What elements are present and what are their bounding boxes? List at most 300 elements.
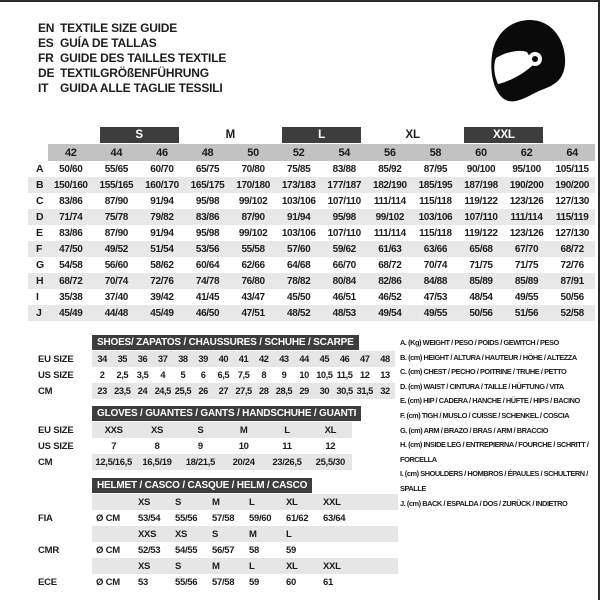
cell-value: 2 bbox=[99, 370, 105, 380]
helmet-size-label: XXL bbox=[323, 496, 341, 508]
unit-label: Ø CM bbox=[96, 544, 121, 556]
size-value: 45/49 bbox=[150, 307, 174, 319]
language-code: IT bbox=[38, 80, 49, 95]
language-code: FR bbox=[38, 50, 54, 65]
cell-value: 48 bbox=[380, 354, 390, 364]
size-value: 58/62 bbox=[150, 259, 174, 271]
helmet-size-value: 55/56 bbox=[175, 512, 198, 524]
size-value: 75/85 bbox=[287, 163, 311, 175]
size-value: 119/122 bbox=[464, 195, 498, 207]
size-value: 66/70 bbox=[332, 259, 356, 271]
cell-value: 10,5 bbox=[316, 370, 333, 380]
size-value: 79/82 bbox=[150, 211, 174, 223]
helmet-size-label: XL bbox=[286, 560, 298, 572]
measurement-row-B bbox=[28, 177, 595, 193]
helmet-size-value: 59/60 bbox=[249, 512, 272, 524]
row-label: US SIZE bbox=[38, 440, 74, 452]
helmet-size-label: XS bbox=[175, 528, 188, 540]
size-letter-badge: L bbox=[282, 127, 361, 143]
size-value: 53/56 bbox=[195, 243, 220, 255]
helmet-size-value: 60 bbox=[286, 576, 296, 588]
numeric-size: 64 bbox=[566, 146, 578, 159]
size-value: 75/78 bbox=[104, 211, 128, 223]
cell-value: 6 bbox=[200, 370, 206, 380]
size-band bbox=[92, 558, 398, 574]
size-value: 74/78 bbox=[195, 275, 220, 287]
cell-value: 20/24 bbox=[232, 456, 255, 468]
size-value: 105/115 bbox=[555, 163, 589, 175]
cell-value: 4 bbox=[160, 370, 166, 380]
size-value: 127/130 bbox=[555, 195, 589, 207]
numeric-size: 46 bbox=[156, 146, 168, 159]
size-value: 59/62 bbox=[332, 243, 356, 255]
cell-value: 7 bbox=[111, 440, 117, 452]
numeric-size: 48 bbox=[201, 146, 214, 159]
measurement-row-I bbox=[28, 289, 595, 305]
guide-title: TEXTILGRÖßENFÜHRUNG bbox=[60, 65, 209, 80]
size-value: 115/119 bbox=[555, 211, 589, 223]
racing-helmet-icon bbox=[488, 16, 568, 108]
size-value: 43/47 bbox=[241, 291, 265, 303]
size-value: 62/66 bbox=[241, 259, 265, 271]
size-value: 103/106 bbox=[281, 195, 316, 207]
size-value: 123/126 bbox=[509, 227, 544, 239]
row-letter: F bbox=[36, 243, 43, 255]
size-value: 47/53 bbox=[423, 291, 448, 303]
size-value: 107/110 bbox=[464, 211, 498, 223]
cell-value: 9 bbox=[281, 370, 287, 380]
size-value: 187/198 bbox=[464, 179, 498, 191]
value-band bbox=[92, 542, 398, 558]
language-row bbox=[38, 65, 226, 80]
size-value: 87/95 bbox=[423, 163, 448, 175]
helmet-size-value: 59 bbox=[249, 576, 259, 588]
cell-value: 10 bbox=[238, 440, 249, 452]
guide-title: GUIDA ALLE TAGLIE TESSILI bbox=[60, 80, 223, 95]
size-value: 35/38 bbox=[59, 291, 83, 303]
table-row bbox=[38, 383, 395, 399]
helmet-size-value: 53/54 bbox=[138, 512, 161, 524]
size-value: 70/74 bbox=[104, 275, 128, 287]
size-value: 44/48 bbox=[104, 307, 128, 319]
size-value: 119/122 bbox=[464, 227, 498, 239]
language-row bbox=[38, 50, 226, 65]
cell-value: 16,5/19 bbox=[142, 456, 172, 468]
size-value: 87/90 bbox=[241, 211, 265, 223]
helmet-size-value: 57/58 bbox=[212, 576, 235, 588]
size-letter-header-row bbox=[28, 126, 595, 144]
helmet-size-label: L bbox=[249, 496, 255, 508]
empty-label bbox=[38, 558, 92, 574]
cell-value: 8 bbox=[261, 370, 267, 380]
helmet-size-label: XL bbox=[286, 496, 298, 508]
gloves-section-title: GLOVES / GUANTES / GANTS / HANDSCHUHE / GUANTI bbox=[92, 406, 361, 421]
shoes-rows bbox=[38, 351, 395, 399]
size-value: 87/90 bbox=[104, 227, 128, 239]
cell-value: S bbox=[197, 424, 204, 436]
size-value: 49/54 bbox=[378, 307, 402, 319]
cell-value: 31,5 bbox=[356, 386, 373, 396]
cell-value: 44 bbox=[299, 354, 309, 364]
row-letter: E bbox=[36, 227, 44, 239]
size-letter-cell bbox=[94, 126, 185, 144]
cell-value: 2,5 bbox=[116, 370, 129, 380]
size-value: 50/56 bbox=[560, 291, 584, 303]
size-value: 182/190 bbox=[372, 179, 407, 191]
size-letter-cell bbox=[185, 126, 276, 144]
size-value: 45/50 bbox=[287, 291, 311, 303]
size-value: 54/58 bbox=[59, 259, 83, 271]
size-value: 65/75 bbox=[195, 163, 220, 175]
size-value: 48/54 bbox=[469, 291, 493, 303]
helmet-size-label: XS bbox=[138, 560, 151, 572]
row-letter: G bbox=[36, 259, 45, 271]
size-value: 103/106 bbox=[281, 227, 316, 239]
size-letter-label: M bbox=[225, 129, 236, 141]
size-value: 52/58 bbox=[560, 307, 584, 319]
size-band bbox=[92, 494, 398, 510]
size-value: 83/88 bbox=[332, 163, 356, 175]
size-letter-cell bbox=[458, 126, 549, 144]
table-row bbox=[38, 367, 395, 383]
size-value: 123/126 bbox=[509, 195, 544, 207]
helmet-size-label: XXS bbox=[138, 528, 157, 540]
size-value: 84/88 bbox=[423, 275, 448, 287]
numeric-size-band bbox=[48, 144, 595, 161]
helmet-size-label: M bbox=[212, 496, 220, 508]
helmet-value-row bbox=[38, 574, 398, 590]
size-value: 47/51 bbox=[241, 307, 265, 319]
cell-value: 11,5 bbox=[336, 370, 353, 380]
size-value: 57/60 bbox=[287, 243, 311, 255]
size-value: 45/49 bbox=[59, 307, 83, 319]
size-value: 99/102 bbox=[375, 211, 405, 223]
numeric-size: 44 bbox=[110, 146, 123, 159]
measurement-row-C bbox=[28, 193, 595, 209]
language-row bbox=[38, 35, 226, 50]
cell-value: 6,5 bbox=[217, 370, 230, 380]
helmet-value-row bbox=[38, 542, 398, 558]
size-value: 48/53 bbox=[332, 307, 356, 319]
cell-value: 11 bbox=[282, 440, 292, 452]
size-value: 99/102 bbox=[238, 227, 268, 239]
size-value: 95/98 bbox=[195, 227, 220, 239]
helmet-size-row bbox=[38, 494, 398, 510]
helmet-size-value: 53 bbox=[138, 576, 148, 588]
cell-value: 32 bbox=[380, 386, 390, 396]
helmet-size-label: M bbox=[249, 528, 257, 540]
size-value: 61/63 bbox=[378, 243, 402, 255]
cell-value: 34 bbox=[97, 354, 107, 364]
cell-value: 45 bbox=[319, 354, 330, 364]
size-value: 51/54 bbox=[150, 243, 174, 255]
measurement-legend bbox=[400, 336, 596, 511]
size-value: 111/114 bbox=[510, 211, 543, 223]
size-value: 49/55 bbox=[514, 291, 539, 303]
helmet-size-value: 59 bbox=[286, 544, 296, 556]
table-row bbox=[38, 454, 352, 470]
helmet-size-value: 52/53 bbox=[138, 544, 161, 556]
size-value: 48/52 bbox=[287, 307, 311, 319]
cell-value: 47 bbox=[360, 354, 370, 364]
size-value: 63/66 bbox=[423, 243, 448, 255]
size-value: 78/82 bbox=[287, 275, 311, 287]
size-value: 95/98 bbox=[195, 195, 220, 207]
size-value: 83/86 bbox=[59, 227, 83, 239]
size-value: 190/200 bbox=[509, 179, 544, 191]
size-value: 68/72 bbox=[59, 275, 83, 287]
row-label: EU SIZE bbox=[38, 353, 74, 365]
measure-legend-item: F. (cm) TIGH / MUSLO / CUISSE / SCHENKEL / COSCIA bbox=[400, 410, 570, 420]
size-value: 111/114 bbox=[373, 195, 406, 207]
size-value: 55/58 bbox=[241, 243, 265, 255]
measurement-row-D bbox=[28, 209, 595, 225]
numeric-size-row bbox=[28, 144, 595, 161]
helmet-size-table bbox=[38, 478, 398, 590]
size-value: 107/110 bbox=[327, 227, 361, 239]
measure-legend-item: E. (cm) HIP / CADERA / HANCHE / HÜFTE / HIPS / BACINO bbox=[400, 396, 580, 406]
size-value: 80/84 bbox=[332, 275, 356, 287]
size-value: 85/92 bbox=[378, 163, 402, 175]
size-value: 150/160 bbox=[53, 179, 88, 191]
cell-value: 18/21,5 bbox=[185, 456, 215, 468]
shoes-section-title: SHOES/ ZAPATOS / CHAUSSURES / SCHUHE / SCARPE bbox=[92, 335, 359, 350]
size-value: 155/165 bbox=[99, 179, 134, 191]
size-value: 95/98 bbox=[332, 211, 356, 223]
cell-value: 8 bbox=[154, 440, 160, 452]
size-value: 76/80 bbox=[241, 275, 265, 287]
row-label: CM bbox=[38, 456, 53, 468]
size-value: 87/91 bbox=[560, 275, 584, 287]
cell-value: 10 bbox=[299, 370, 309, 380]
size-value: 72/76 bbox=[560, 259, 584, 271]
cell-value: 24 bbox=[137, 386, 148, 396]
size-value: 37/40 bbox=[104, 291, 128, 303]
size-value: 107/110 bbox=[327, 195, 361, 207]
size-value: 47/50 bbox=[59, 243, 83, 255]
cell-value: 12 bbox=[325, 440, 336, 452]
numeric-size: 56 bbox=[384, 146, 396, 159]
gloves-rows bbox=[38, 422, 352, 470]
size-value: 49/55 bbox=[423, 307, 448, 319]
size-value: 46/51 bbox=[332, 291, 356, 303]
helmet-section-title: HELMET / CASCO / CASQUE / HELM / CASCO bbox=[92, 478, 312, 493]
size-value: 103/106 bbox=[418, 211, 453, 223]
cell-value: 28,5 bbox=[275, 386, 293, 396]
cell-value: 24,5 bbox=[154, 386, 171, 396]
size-letter-cell bbox=[276, 126, 367, 144]
measurement-row-A bbox=[28, 161, 595, 177]
row-band bbox=[92, 383, 395, 399]
row-letter: B bbox=[36, 179, 44, 191]
helmet-size-value: 56/57 bbox=[212, 544, 235, 556]
numeric-size: 54 bbox=[338, 146, 351, 159]
size-value: 39/42 bbox=[150, 291, 174, 303]
size-value: 50/60 bbox=[59, 163, 83, 175]
measure-legend-item: C. (cm) CHEST / PECHO / POITRINE / TRUHE / PETTO bbox=[400, 367, 567, 377]
numeric-size: 52 bbox=[292, 146, 305, 159]
size-value: 60/70 bbox=[150, 163, 174, 175]
garment-size-table bbox=[28, 126, 595, 321]
cell-value: 43 bbox=[279, 354, 289, 364]
size-value: 51/56 bbox=[514, 307, 539, 319]
size-value: 68/72 bbox=[560, 243, 584, 255]
size-value: 91/94 bbox=[287, 211, 311, 223]
size-value: 83/86 bbox=[59, 195, 83, 207]
guide-title: TEXTILE SIZE GUIDE bbox=[60, 20, 178, 35]
row-letter: H bbox=[36, 275, 44, 287]
cell-value: 41 bbox=[238, 354, 249, 364]
measurement-row-H bbox=[28, 273, 595, 289]
size-value: 85/89 bbox=[514, 275, 539, 287]
helmet-size-row bbox=[38, 526, 398, 542]
cell-value: 7,5 bbox=[237, 370, 250, 380]
size-value: 177/187 bbox=[327, 179, 362, 191]
cell-value: 23 bbox=[97, 386, 107, 396]
size-value: 65/68 bbox=[469, 243, 493, 255]
numeric-size: 60 bbox=[475, 146, 487, 159]
helmet-size-label: L bbox=[249, 560, 255, 572]
cell-value: 27 bbox=[218, 386, 229, 396]
language-code: DE bbox=[38, 65, 55, 80]
helmet-size-row bbox=[38, 558, 398, 574]
cell-value: 39 bbox=[198, 354, 208, 364]
guide-title: GUÍA DE TALLAS bbox=[60, 35, 157, 50]
unit-label: Ø CM bbox=[96, 576, 121, 588]
size-letter-label: XL bbox=[405, 129, 420, 141]
cell-value: 3,5 bbox=[136, 370, 149, 380]
size-value: 71/75 bbox=[469, 259, 493, 271]
size-value: 87/90 bbox=[104, 195, 128, 207]
size-value: 95/100 bbox=[512, 163, 541, 175]
size-value: 50/56 bbox=[469, 307, 493, 319]
helmet-size-value: 61/62 bbox=[286, 512, 309, 524]
standard-label: CMR bbox=[38, 544, 60, 556]
measure-legend-item: J. (cm) BACK / ESPALDA / DOS / ZURÜCK / INDIETRO bbox=[400, 498, 568, 508]
cell-value: 25,5/30 bbox=[315, 456, 345, 468]
measure-legend-item: H. (cm) INSIDE LEG / ENTREPIERNA / FOURCHE / SCHRITT / FORCELLA bbox=[400, 440, 589, 464]
helmet-size-value: 58 bbox=[249, 544, 259, 556]
helmet-value-row bbox=[38, 510, 398, 526]
shoes-size-table bbox=[38, 335, 395, 399]
cell-value: 13 bbox=[380, 370, 390, 380]
size-value: 56/60 bbox=[104, 259, 128, 271]
cell-value: 25,5 bbox=[174, 386, 192, 396]
row-letter: A bbox=[36, 163, 44, 175]
size-value: 99/102 bbox=[238, 195, 268, 207]
size-value: 60/64 bbox=[195, 259, 220, 271]
row-letter: D bbox=[36, 211, 44, 223]
size-value: 70/80 bbox=[241, 163, 265, 175]
helmet-size-label: XS bbox=[138, 496, 151, 508]
size-value: 82/86 bbox=[378, 275, 402, 287]
row-label: CM bbox=[38, 385, 53, 397]
cell-value: XL bbox=[324, 424, 337, 436]
cell-value: 26 bbox=[198, 386, 208, 396]
row-band bbox=[92, 454, 352, 470]
measurement-row-F bbox=[28, 241, 595, 257]
numeric-size: 62 bbox=[520, 146, 533, 159]
cell-value: 42 bbox=[259, 354, 269, 364]
size-value: 91/94 bbox=[150, 195, 174, 207]
size-value: 185/195 bbox=[418, 179, 453, 191]
size-value: 70/74 bbox=[423, 259, 448, 271]
cell-value: 5 bbox=[180, 370, 186, 380]
cell-value: 12 bbox=[360, 370, 370, 380]
helmet-size-label: S bbox=[212, 528, 219, 540]
size-value: 67/70 bbox=[514, 243, 539, 255]
language-code: ES bbox=[38, 35, 54, 50]
value-band bbox=[92, 574, 398, 590]
row-label: EU SIZE bbox=[38, 424, 74, 436]
row-band bbox=[92, 438, 352, 454]
table-row bbox=[38, 438, 352, 454]
size-letter-cell bbox=[367, 126, 458, 144]
measure-legend-item: I. (cm) SHOULDERS / HOMBROS / ÉPAULES / SCHULTERN / SPALLE bbox=[400, 469, 588, 493]
size-value: 127/130 bbox=[555, 227, 589, 239]
measure-legend-item: G. (cm) ARM / BRAZO / BRAS / ARM / BRACCIO bbox=[400, 425, 549, 435]
size-value: 71/75 bbox=[514, 259, 539, 271]
row-band bbox=[92, 422, 352, 438]
standard-label: ECE bbox=[38, 576, 57, 588]
helmet-size-value: 61 bbox=[323, 576, 333, 588]
cell-value: 23,5 bbox=[114, 386, 131, 396]
numeric-size: 50 bbox=[247, 146, 259, 159]
helmet-size-value: 57/58 bbox=[212, 512, 235, 524]
size-value: 83/86 bbox=[195, 211, 220, 223]
size-value: 160/170 bbox=[145, 179, 179, 191]
language-row bbox=[38, 80, 226, 95]
value-band bbox=[92, 510, 398, 526]
cell-value: 27,5 bbox=[235, 386, 252, 396]
size-value: 190/200 bbox=[555, 179, 589, 191]
size-value: 46/52 bbox=[378, 291, 402, 303]
helmet-size-value: 55/56 bbox=[175, 576, 198, 588]
table-row bbox=[38, 351, 395, 367]
helmet-size-label: XXL bbox=[323, 560, 341, 572]
row-band bbox=[92, 351, 395, 367]
row-letter: J bbox=[36, 307, 42, 319]
cell-value: L bbox=[284, 424, 290, 436]
size-value: 41/45 bbox=[195, 291, 220, 303]
cell-value: XXS bbox=[104, 424, 123, 436]
language-titles bbox=[38, 20, 226, 95]
empty-label bbox=[38, 526, 92, 542]
cell-value: 36 bbox=[137, 354, 148, 364]
helmet-size-value: 63/64 bbox=[323, 512, 346, 524]
size-value: 115/118 bbox=[419, 195, 452, 207]
cell-value: 35 bbox=[117, 354, 128, 364]
cell-value: 46 bbox=[339, 354, 350, 364]
size-value: 115/118 bbox=[419, 227, 452, 239]
size-value: 91/94 bbox=[150, 227, 174, 239]
cell-value: 30,5 bbox=[336, 386, 353, 396]
cell-value: 28 bbox=[259, 386, 269, 396]
row-letter: I bbox=[36, 291, 39, 303]
cell-value: 38 bbox=[178, 354, 188, 364]
helmet-size-label: S bbox=[175, 496, 182, 508]
size-value: 46/50 bbox=[195, 307, 220, 319]
measure-legend-item: D. (cm) WAIST / CINTURA / TAILLE / HÜFTUNG / VITA bbox=[400, 381, 564, 391]
size-value: 49/52 bbox=[104, 243, 128, 255]
cell-value: 12,5/16,5 bbox=[95, 456, 132, 468]
guide-title: GUIDE DES TAILLES TEXTILE bbox=[60, 50, 227, 65]
cell-value: 29 bbox=[299, 386, 309, 396]
language-code: EN bbox=[38, 20, 55, 35]
size-value: 165/175 bbox=[190, 179, 225, 191]
cell-value: 40 bbox=[218, 354, 229, 364]
measurement-row-G bbox=[28, 257, 595, 273]
